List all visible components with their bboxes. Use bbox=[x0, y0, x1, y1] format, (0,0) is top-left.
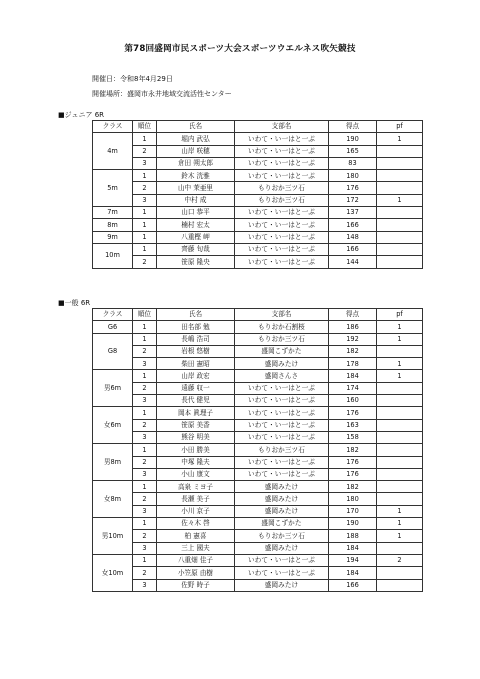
pf-cell bbox=[377, 256, 423, 268]
rank-cell: 2 bbox=[133, 182, 157, 194]
name-cell: 八重畑 佳子 bbox=[157, 554, 235, 566]
score-cell: 188 bbox=[329, 530, 377, 542]
name-cell: 中村 成 bbox=[157, 194, 235, 206]
rank-cell: 2 bbox=[133, 493, 157, 505]
name-cell: 遠藤 収一 bbox=[157, 382, 235, 394]
club-cell: いわて・い一はと一ぷ bbox=[235, 231, 329, 243]
score-cell: 166 bbox=[329, 243, 377, 255]
table-row bbox=[93, 444, 423, 456]
pf-header: pf bbox=[377, 309, 423, 321]
name-cell: 小川 京子 bbox=[157, 505, 235, 517]
score-cell: 190 bbox=[329, 133, 377, 145]
score-cell: 148 bbox=[329, 231, 377, 243]
table-row bbox=[93, 579, 423, 591]
table-row bbox=[93, 243, 423, 255]
rank-cell: 1 bbox=[133, 444, 157, 456]
table-row bbox=[93, 345, 423, 357]
class-cell: 8m bbox=[93, 219, 133, 231]
rank-cell: 1 bbox=[133, 554, 157, 566]
pf-cell bbox=[377, 243, 423, 255]
rank-cell: 2 bbox=[133, 530, 157, 542]
rank-cell: 2 bbox=[133, 419, 157, 431]
class-header: クラス bbox=[93, 309, 133, 321]
pf-cell bbox=[377, 431, 423, 443]
name-cell: 鈴木 洸雅 bbox=[157, 170, 235, 182]
table-row bbox=[93, 431, 423, 443]
name-cell: 田名部 勉 bbox=[157, 321, 235, 333]
rank-cell: 1 bbox=[133, 333, 157, 345]
table-row bbox=[93, 481, 423, 493]
rank-cell: 3 bbox=[133, 358, 157, 370]
score-header: 得点 bbox=[329, 309, 377, 321]
pf-cell bbox=[377, 542, 423, 554]
class-cell: G6 bbox=[93, 321, 133, 333]
table-row bbox=[93, 395, 423, 407]
pf-cell bbox=[377, 419, 423, 431]
pf-cell: 1 bbox=[377, 505, 423, 517]
score-cell: 192 bbox=[329, 333, 377, 345]
club-cell: いわて・い一はと一ぷ bbox=[235, 419, 329, 431]
score-cell: 176 bbox=[329, 182, 377, 194]
name-cell: 柴田 憲昭 bbox=[157, 358, 235, 370]
table-row bbox=[93, 370, 423, 382]
club-cell: 盛岡さんさ bbox=[235, 370, 329, 382]
score-cell: 184 bbox=[329, 567, 377, 579]
rank-header: 順位 bbox=[133, 309, 157, 321]
pf-cell: 1 bbox=[377, 133, 423, 145]
pf-cell bbox=[377, 579, 423, 591]
rank-cell: 1 bbox=[133, 243, 157, 255]
event-venue: 開催場所：盛岡市永井地域交流活性センター bbox=[92, 90, 232, 98]
pf-cell bbox=[377, 456, 423, 468]
club-cell: 盛岡みたけ bbox=[235, 493, 329, 505]
class-header: クラス bbox=[93, 121, 133, 133]
rank-cell: 1 bbox=[133, 207, 157, 219]
club-cell: いわて・い一はと一ぷ bbox=[235, 133, 329, 145]
score-cell: 184 bbox=[329, 542, 377, 554]
rank-cell: 3 bbox=[133, 505, 157, 517]
pf-cell: 1 bbox=[377, 358, 423, 370]
pf-cell: 1 bbox=[377, 333, 423, 345]
table-row bbox=[93, 219, 423, 231]
general-results-table bbox=[92, 308, 423, 592]
class-cell: 女6m bbox=[93, 407, 133, 444]
name-cell: 高泉 ミヨ子 bbox=[157, 481, 235, 493]
club-cell: 盛岡みたけ bbox=[235, 542, 329, 554]
table-row bbox=[93, 518, 423, 530]
table-row bbox=[93, 407, 423, 419]
club-cell: もりおか石割桜 bbox=[235, 321, 329, 333]
pf-cell bbox=[377, 157, 423, 169]
club-cell: 盛岡みたけ bbox=[235, 505, 329, 517]
table-row bbox=[93, 182, 423, 194]
pf-cell bbox=[377, 231, 423, 243]
table-row bbox=[93, 456, 423, 468]
score-cell: 182 bbox=[329, 345, 377, 357]
rank-cell: 2 bbox=[133, 345, 157, 357]
class-cell: 女10m bbox=[93, 554, 133, 591]
pf-cell: 2 bbox=[377, 554, 423, 566]
table-row bbox=[93, 530, 423, 542]
table-row bbox=[93, 321, 423, 333]
rank-cell: 1 bbox=[133, 518, 157, 530]
pf-cell bbox=[377, 444, 423, 456]
pf-cell bbox=[377, 182, 423, 194]
club-cell: いわて・い一はと一ぷ bbox=[235, 170, 329, 182]
name-cell: 八重樫 岬 bbox=[157, 231, 235, 243]
club-cell: もりおか三ツ石 bbox=[235, 194, 329, 206]
club-cell: 盛岡みたけ bbox=[235, 358, 329, 370]
name-cell: 長瀬 美子 bbox=[157, 493, 235, 505]
score-cell: 182 bbox=[329, 444, 377, 456]
rank-cell: 2 bbox=[133, 145, 157, 157]
name-cell: 中塚 隆夫 bbox=[157, 456, 235, 468]
club-cell: いわて・い一はと一ぷ bbox=[235, 567, 329, 579]
rank-cell: 3 bbox=[133, 157, 157, 169]
rank-cell: 3 bbox=[133, 579, 157, 591]
junior-results-table bbox=[92, 120, 423, 269]
table-row bbox=[93, 194, 423, 206]
name-header: 氏名 bbox=[157, 309, 235, 321]
score-cell: 83 bbox=[329, 157, 377, 169]
club-cell: いわて・い一はと一ぷ bbox=[235, 468, 329, 480]
table-row bbox=[93, 468, 423, 480]
class-cell: 男8m bbox=[93, 444, 133, 481]
name-cell: 楠村 宏太 bbox=[157, 219, 235, 231]
score-cell: 174 bbox=[329, 382, 377, 394]
club-cell: もりおか三ツ石 bbox=[235, 182, 329, 194]
name-cell: 小笠原 由樹 bbox=[157, 567, 235, 579]
rank-cell: 2 bbox=[133, 567, 157, 579]
section-label-junior: ■ジュニア 6R bbox=[58, 111, 105, 119]
club-cell: 盛岡こずかた bbox=[235, 345, 329, 357]
class-cell: 7m bbox=[93, 207, 133, 219]
name-cell: 山中 茉亜里 bbox=[157, 182, 235, 194]
score-cell: 158 bbox=[329, 431, 377, 443]
name-cell: 三上 國夫 bbox=[157, 542, 235, 554]
score-cell: 166 bbox=[329, 219, 377, 231]
name-cell: 齊藤 旬哉 bbox=[157, 243, 235, 255]
name-cell: 小山 康文 bbox=[157, 468, 235, 480]
club-cell: もりおか三ツ石 bbox=[235, 333, 329, 345]
header-row bbox=[93, 121, 423, 133]
rank-cell: 3 bbox=[133, 542, 157, 554]
pf-cell bbox=[377, 345, 423, 357]
table-row bbox=[93, 554, 423, 566]
class-cell: 4m bbox=[93, 133, 133, 170]
table-row bbox=[93, 358, 423, 370]
table-row bbox=[93, 333, 423, 345]
score-cell: 186 bbox=[329, 321, 377, 333]
pf-cell bbox=[377, 382, 423, 394]
score-cell: 176 bbox=[329, 468, 377, 480]
club-header: 支部名 bbox=[235, 309, 329, 321]
name-cell: 熊谷 明美 bbox=[157, 431, 235, 443]
table-row bbox=[93, 493, 423, 505]
score-cell: 144 bbox=[329, 256, 377, 268]
rank-cell: 2 bbox=[133, 256, 157, 268]
table-row bbox=[93, 170, 423, 182]
score-cell: 180 bbox=[329, 493, 377, 505]
score-header: 得点 bbox=[329, 121, 377, 133]
table-row bbox=[93, 133, 423, 145]
rank-cell: 1 bbox=[133, 407, 157, 419]
table-row bbox=[93, 542, 423, 554]
club-cell: いわて・い一はと一ぷ bbox=[235, 157, 329, 169]
pf-cell bbox=[377, 468, 423, 480]
pf-cell: 1 bbox=[377, 530, 423, 542]
table-row bbox=[93, 231, 423, 243]
club-cell: いわて・い一はと一ぷ bbox=[235, 219, 329, 231]
class-cell: G8 bbox=[93, 333, 133, 370]
score-cell: 163 bbox=[329, 419, 377, 431]
class-cell: 9m bbox=[93, 231, 133, 243]
section-label-general: ■一般 6R bbox=[58, 299, 91, 307]
club-cell: いわて・い一はと一ぷ bbox=[235, 382, 329, 394]
table-row bbox=[93, 505, 423, 517]
pf-cell: 1 bbox=[377, 194, 423, 206]
name-cell: 笹原 美香 bbox=[157, 419, 235, 431]
name-cell: 佐野 時子 bbox=[157, 579, 235, 591]
rank-cell: 1 bbox=[133, 219, 157, 231]
score-cell: 184 bbox=[329, 370, 377, 382]
club-cell: 盛岡みたけ bbox=[235, 579, 329, 591]
rank-cell: 1 bbox=[133, 321, 157, 333]
pf-cell bbox=[377, 219, 423, 231]
club-cell: いわて・い一はと一ぷ bbox=[235, 554, 329, 566]
rank-cell: 1 bbox=[133, 231, 157, 243]
club-cell: 盛岡こずかた bbox=[235, 518, 329, 530]
name-cell: 長嶋 浩司 bbox=[157, 333, 235, 345]
pf-cell bbox=[377, 481, 423, 493]
pf-cell bbox=[377, 407, 423, 419]
score-cell: 180 bbox=[329, 170, 377, 182]
club-cell: いわて・い一はと一ぷ bbox=[235, 431, 329, 443]
name-cell: 山岸 政宏 bbox=[157, 370, 235, 382]
rank-cell: 2 bbox=[133, 456, 157, 468]
name-cell: 長代 健児 bbox=[157, 395, 235, 407]
pf-cell bbox=[377, 493, 423, 505]
pf-cell: 1 bbox=[377, 321, 423, 333]
table-row bbox=[93, 145, 423, 157]
score-cell: 176 bbox=[329, 456, 377, 468]
club-cell: いわて・い一はと一ぷ bbox=[235, 456, 329, 468]
score-cell: 137 bbox=[329, 207, 377, 219]
rank-cell: 1 bbox=[133, 170, 157, 182]
table-row bbox=[93, 567, 423, 579]
rank-cell: 3 bbox=[133, 431, 157, 443]
rank-cell: 1 bbox=[133, 481, 157, 493]
pf-cell: 1 bbox=[377, 370, 423, 382]
pf-cell: 1 bbox=[377, 518, 423, 530]
name-cell: 柏 憲喜 bbox=[157, 530, 235, 542]
class-cell: 男6m bbox=[93, 370, 133, 407]
score-cell: 182 bbox=[329, 481, 377, 493]
rank-cell: 3 bbox=[133, 194, 157, 206]
score-cell: 170 bbox=[329, 505, 377, 517]
name-header: 氏名 bbox=[157, 121, 235, 133]
table-row bbox=[93, 157, 423, 169]
class-cell: 男10m bbox=[93, 518, 133, 555]
name-cell: 岩根 悠樹 bbox=[157, 345, 235, 357]
name-cell: 笹原 隆央 bbox=[157, 256, 235, 268]
document-title: 第78回盛岡市民スポーツ大会スポーツウエルネス吹矢競技 bbox=[124, 44, 356, 54]
name-cell: 岡本 眞理子 bbox=[157, 407, 235, 419]
class-cell: 女8m bbox=[93, 481, 133, 518]
table-row bbox=[93, 419, 423, 431]
score-cell: 194 bbox=[329, 554, 377, 566]
club-cell: いわて・い一はと一ぷ bbox=[235, 407, 329, 419]
club-cell: いわて・い一はと一ぷ bbox=[235, 243, 329, 255]
pf-cell bbox=[377, 145, 423, 157]
pf-cell bbox=[377, 170, 423, 182]
club-cell: もりおか三ツ石 bbox=[235, 444, 329, 456]
class-cell: 5m bbox=[93, 170, 133, 207]
club-cell: いわて・い一はと一ぷ bbox=[235, 256, 329, 268]
rank-header: 順位 bbox=[133, 121, 157, 133]
table-row bbox=[93, 382, 423, 394]
name-cell: 小田 勝美 bbox=[157, 444, 235, 456]
name-cell: 山岸 咲穂 bbox=[157, 145, 235, 157]
table-row bbox=[93, 256, 423, 268]
club-cell: もりおか三ツ石 bbox=[235, 530, 329, 542]
name-cell: 山口 恭平 bbox=[157, 207, 235, 219]
rank-cell: 1 bbox=[133, 370, 157, 382]
score-cell: 166 bbox=[329, 579, 377, 591]
score-cell: 190 bbox=[329, 518, 377, 530]
name-cell: 倉田 朔太郎 bbox=[157, 157, 235, 169]
club-cell: いわて・い一はと一ぷ bbox=[235, 145, 329, 157]
score-cell: 176 bbox=[329, 407, 377, 419]
score-cell: 178 bbox=[329, 358, 377, 370]
name-cell: 佐々木 啓 bbox=[157, 518, 235, 530]
class-cell: 10m bbox=[93, 243, 133, 268]
rank-cell: 3 bbox=[133, 395, 157, 407]
score-cell: 172 bbox=[329, 194, 377, 206]
pf-header: pf bbox=[377, 121, 423, 133]
pf-cell bbox=[377, 395, 423, 407]
pf-cell bbox=[377, 207, 423, 219]
event-date: 開催日：令和8年4月29日 bbox=[92, 75, 173, 83]
header-row bbox=[93, 309, 423, 321]
club-header: 支部名 bbox=[235, 121, 329, 133]
pf-cell bbox=[377, 567, 423, 579]
rank-cell: 3 bbox=[133, 468, 157, 480]
club-cell: いわて・い一はと一ぷ bbox=[235, 207, 329, 219]
score-cell: 160 bbox=[329, 395, 377, 407]
club-cell: いわて・い一はと一ぷ bbox=[235, 395, 329, 407]
table-row bbox=[93, 207, 423, 219]
rank-cell: 1 bbox=[133, 133, 157, 145]
rank-cell: 2 bbox=[133, 382, 157, 394]
score-cell: 165 bbox=[329, 145, 377, 157]
name-cell: 堀内 武弘 bbox=[157, 133, 235, 145]
club-cell: 盛岡みたけ bbox=[235, 481, 329, 493]
